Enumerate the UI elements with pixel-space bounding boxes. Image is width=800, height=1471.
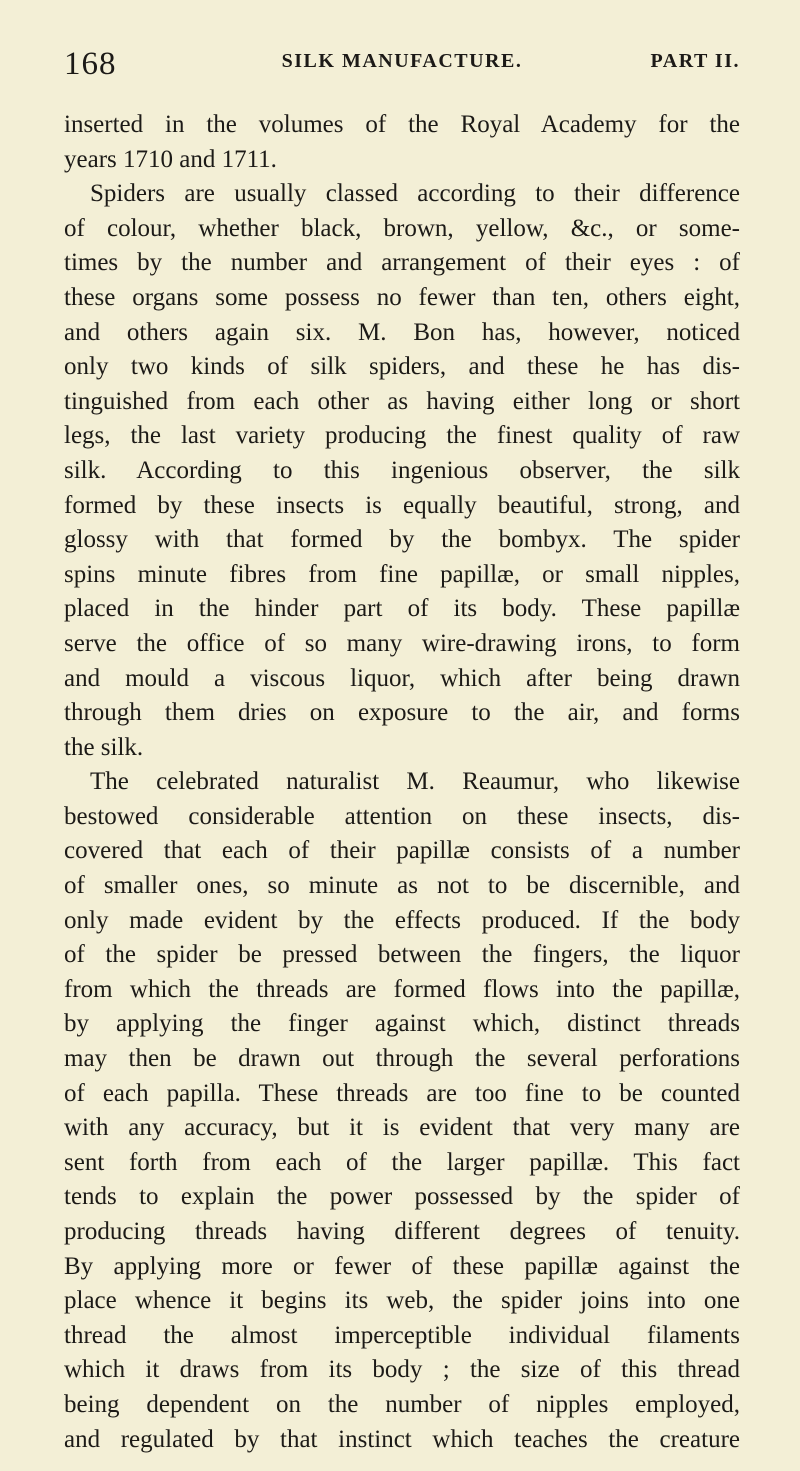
text-line: times by the number and arrangement of their eyes : of (64, 249, 740, 277)
text-line: tinguished from each other as having either long or short (64, 387, 740, 415)
text-line: tends to explain the power possessed by the spider of (64, 1183, 740, 1211)
text-line: formed by these insects is equally beautiful, strong, and (64, 491, 740, 519)
text-line: By applying more or fewer of these papillæ against the (64, 1252, 740, 1280)
text-line: through them dries on exposure to the air, and forms (64, 699, 740, 727)
text-line: and regulated by that instinct which teaches the creature (64, 1425, 740, 1453)
body-text (64, 108, 740, 1457)
text-line: thread the almost imperceptible individual filaments (64, 1321, 740, 1349)
text-line: silk. According to this ingenious observer, the silk (64, 456, 740, 484)
text-line: years 1710 and 1711. (64, 145, 277, 173)
text-line: with any accuracy, but it is evident that very many are (64, 1114, 740, 1142)
text-line: the silk. (64, 733, 144, 761)
text-line: only made evident by the effects produced. If the body (64, 906, 740, 934)
text-line: inserted in the volumes of the Royal Academy for the (64, 111, 740, 138)
text-line: from which the threads are formed flows into the papillæ, (64, 975, 740, 1003)
text-line: by applying the finger against which, distinct threads (64, 1010, 740, 1038)
paragraph-start-line: The celebrated naturalist M. Reaumur, who likewise (90, 768, 740, 796)
text-line: spins minute fibres from fine papillæ, or small nipples, (64, 560, 740, 588)
text-line: of the spider be pressed between the fingers, the liquor (64, 941, 740, 969)
text-line: place whence it begins its web, the spider joins into one (64, 1287, 740, 1315)
text-line: being dependent on the number of nipples employed, (64, 1390, 740, 1418)
part-label: PART II. (650, 50, 740, 72)
text-line: of colour, whether black, brown, yellow, &c., or some- (64, 214, 740, 242)
text-line: and mould a viscous liquor, which after being drawn (64, 664, 740, 692)
text-line: which it draws from its body ; the size of this thread (64, 1356, 740, 1384)
text-line: only two kinds of silk spiders, and these he has dis- (64, 353, 740, 381)
page-number: 168 (64, 46, 117, 82)
text-line: bestowed considerable attention on these insects, dis- (64, 802, 740, 830)
paragraph-start-line: Spiders are usually classed according to their difference (90, 180, 740, 208)
text-line: and others again six. M. Bon has, however, noticed (64, 318, 740, 346)
running-title: SILK MANUFACTURE. (281, 50, 523, 72)
text-line: glossy with that formed by the bombyx. The spider (64, 526, 740, 554)
text-line: of smaller ones, so minute as not to be discernible, and (64, 872, 740, 900)
text-line: producing threads having different degrees of tenuity. (64, 1218, 740, 1245)
text-line: of each papilla. These threads are too fine to be counted (64, 1079, 740, 1107)
text-line: these organs some possess no fewer than ten, others eight, (64, 283, 740, 311)
text-line: covered that each of their papillæ consists of a number (64, 837, 740, 865)
text-line: may then be drawn out through the several perforations (64, 1045, 740, 1073)
text-line: serve the office of so many wire-drawing irons, to form (64, 629, 740, 657)
text-line: placed in the hinder part of its body. These papillæ (64, 595, 740, 623)
text-line: sent forth from each of the larger papillæ. This fact (64, 1148, 740, 1176)
running-header (64, 44, 740, 84)
text-line: legs, the last variety producing the finest quality of raw (64, 422, 740, 450)
